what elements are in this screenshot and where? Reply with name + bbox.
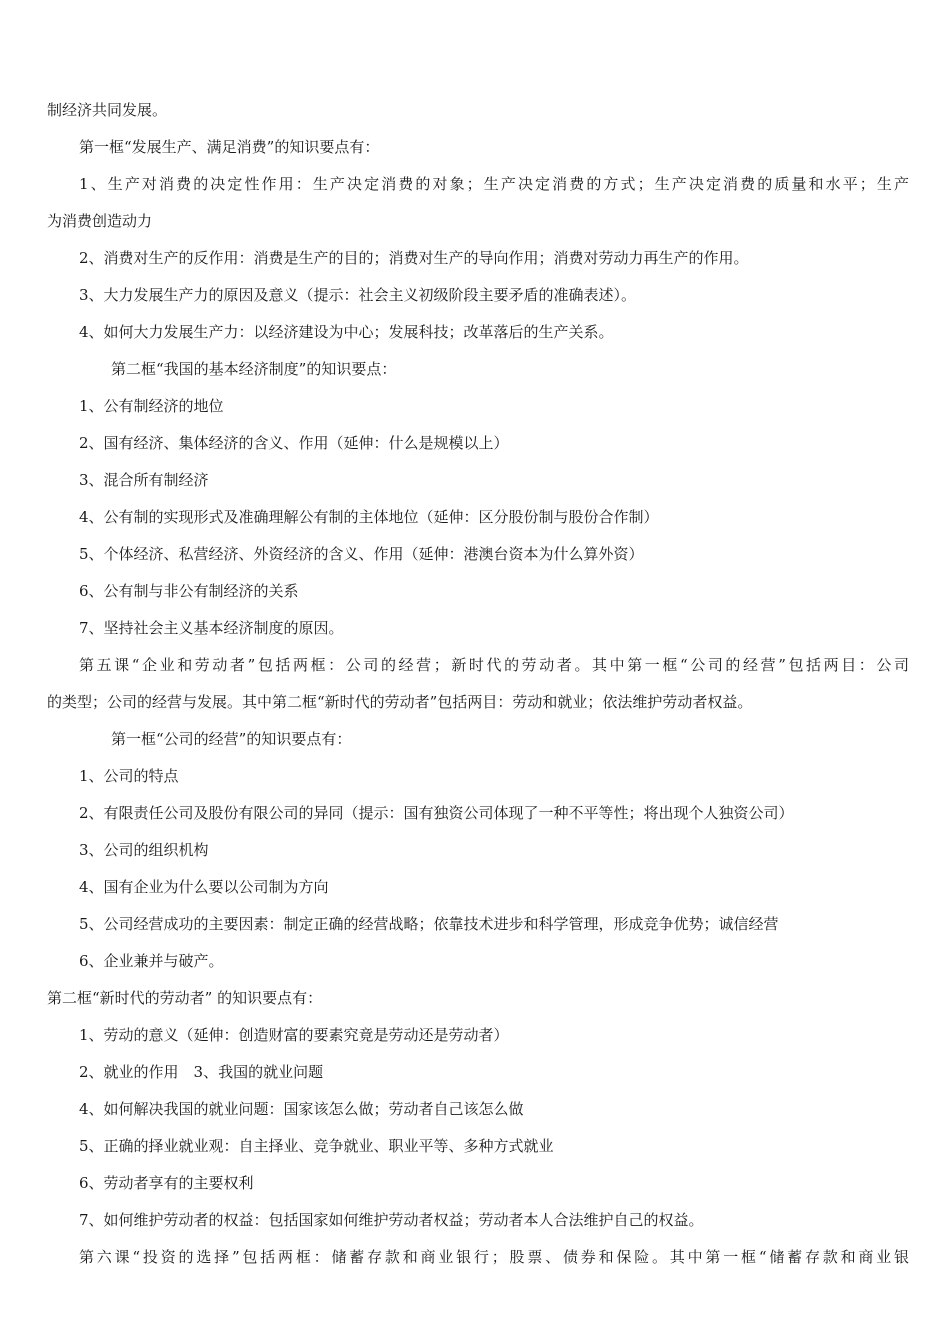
list-item: 6、企业兼并与破产。 xyxy=(79,952,224,970)
list-item: 1、公有制经济的地位 xyxy=(79,397,224,415)
list-item: 6、劳动者享有的主要权利 xyxy=(79,1174,254,1192)
list-item: 7、坚持社会主义基本经济制度的原因。 xyxy=(79,619,344,637)
list-item: 1、劳动的意义（延伸：创造财富的要素究竟是劳动还是劳动者） xyxy=(79,1026,509,1044)
list-item: 1、公司的特点 xyxy=(79,767,179,785)
list-item: 2、消费对生产的反作用：消费是生产的目的；消费对生产的导向作用；消费对劳动力再生产的作用。 xyxy=(79,249,749,267)
list-item: 3、混合所有制经济 xyxy=(79,471,209,489)
section-heading: 第二框“新时代的劳动者” 的知识要点有： xyxy=(47,989,323,1007)
list-item: 4、公有制的实现形式及准确理解公有制的主体地位（延伸：区分股份制与股份合作制） xyxy=(79,508,659,526)
document-body xyxy=(47,92,909,1276)
list-item: 3、大力发展生产力的原因及意义（提示：社会主义初级阶段主要矛盾的准确表述）。 xyxy=(79,286,637,304)
paragraph-line: 的类型；公司的经营与发展。其中第二框“新时代的劳动者”包括两目：劳动和就业；依法维护劳动者权益。 xyxy=(47,693,753,711)
list-item: 2、国有经济、集体经济的含义、作用（延伸：什么是规模以上） xyxy=(79,434,509,452)
list-item: 5、正确的择业就业观：自主择业、竞争就业、职业平等、多种方式就业 xyxy=(79,1137,554,1155)
section-heading: 第二框“我国的基本经济制度”的知识要点： xyxy=(111,360,397,378)
text-line: 为消费创造动力 xyxy=(47,212,153,230)
paragraph-line: 第六课“投资的选择”包括两框：储蓄存款和商业银行；股票、债券和保险。其中第一框“储蓄存款和商业银 xyxy=(79,1248,909,1266)
list-item: 2、有限责任公司及股份有限公司的异同（提示：国有独资公司体现了一种不平等性；将出现个人独资公司） xyxy=(79,804,794,822)
list-item: 6、公有制与非公有制经济的关系 xyxy=(79,582,299,600)
list-item: 5、个体经济、私营经济、外资经济的含义、作用（延伸：港澳台资本为什么算外资） xyxy=(79,545,644,563)
section-heading: 第一框“公司的经营”的知识要点有： xyxy=(111,730,352,748)
list-item: 1、生产对消费的决定性作用：生产决定消费的对象；生产决定消费的方式；生产决定消费的质量和水平；生产 xyxy=(79,175,909,193)
list-item: 4、如何大力发展生产力：以经济建设为中心；发展科技；改革落后的生产关系。 xyxy=(79,323,614,341)
list-item: 3、公司的组织机构 xyxy=(79,841,209,859)
list-item: 2、就业的作用 3、我国的就业问题 xyxy=(79,1063,324,1081)
list-item: 7、如何维护劳动者的权益：包括国家如何维护劳动者权益；劳动者本人合法维护自己的权益。 xyxy=(79,1211,704,1229)
paragraph-line: 第五课“企业和劳动者”包括两框：公司的经营；新时代的劳动者。其中第一框“公司的经营”包括两目：公司 xyxy=(79,656,909,674)
list-item: 4、如何解决我国的就业问题：国家该怎么做；劳动者自己该怎么做 xyxy=(79,1100,524,1118)
text-line: 制经济共同发展。 xyxy=(47,101,168,119)
list-item: 4、国有企业为什么要以公司制为方向 xyxy=(79,878,329,896)
list-item: 5、公司经营成功的主要因素：制定正确的经营战略；依靠技术进步和科学管理，形成竞争优势；诚信经营 xyxy=(79,915,779,933)
section-heading: 第一框“发展生产、满足消费”的知识要点有： xyxy=(79,138,380,156)
